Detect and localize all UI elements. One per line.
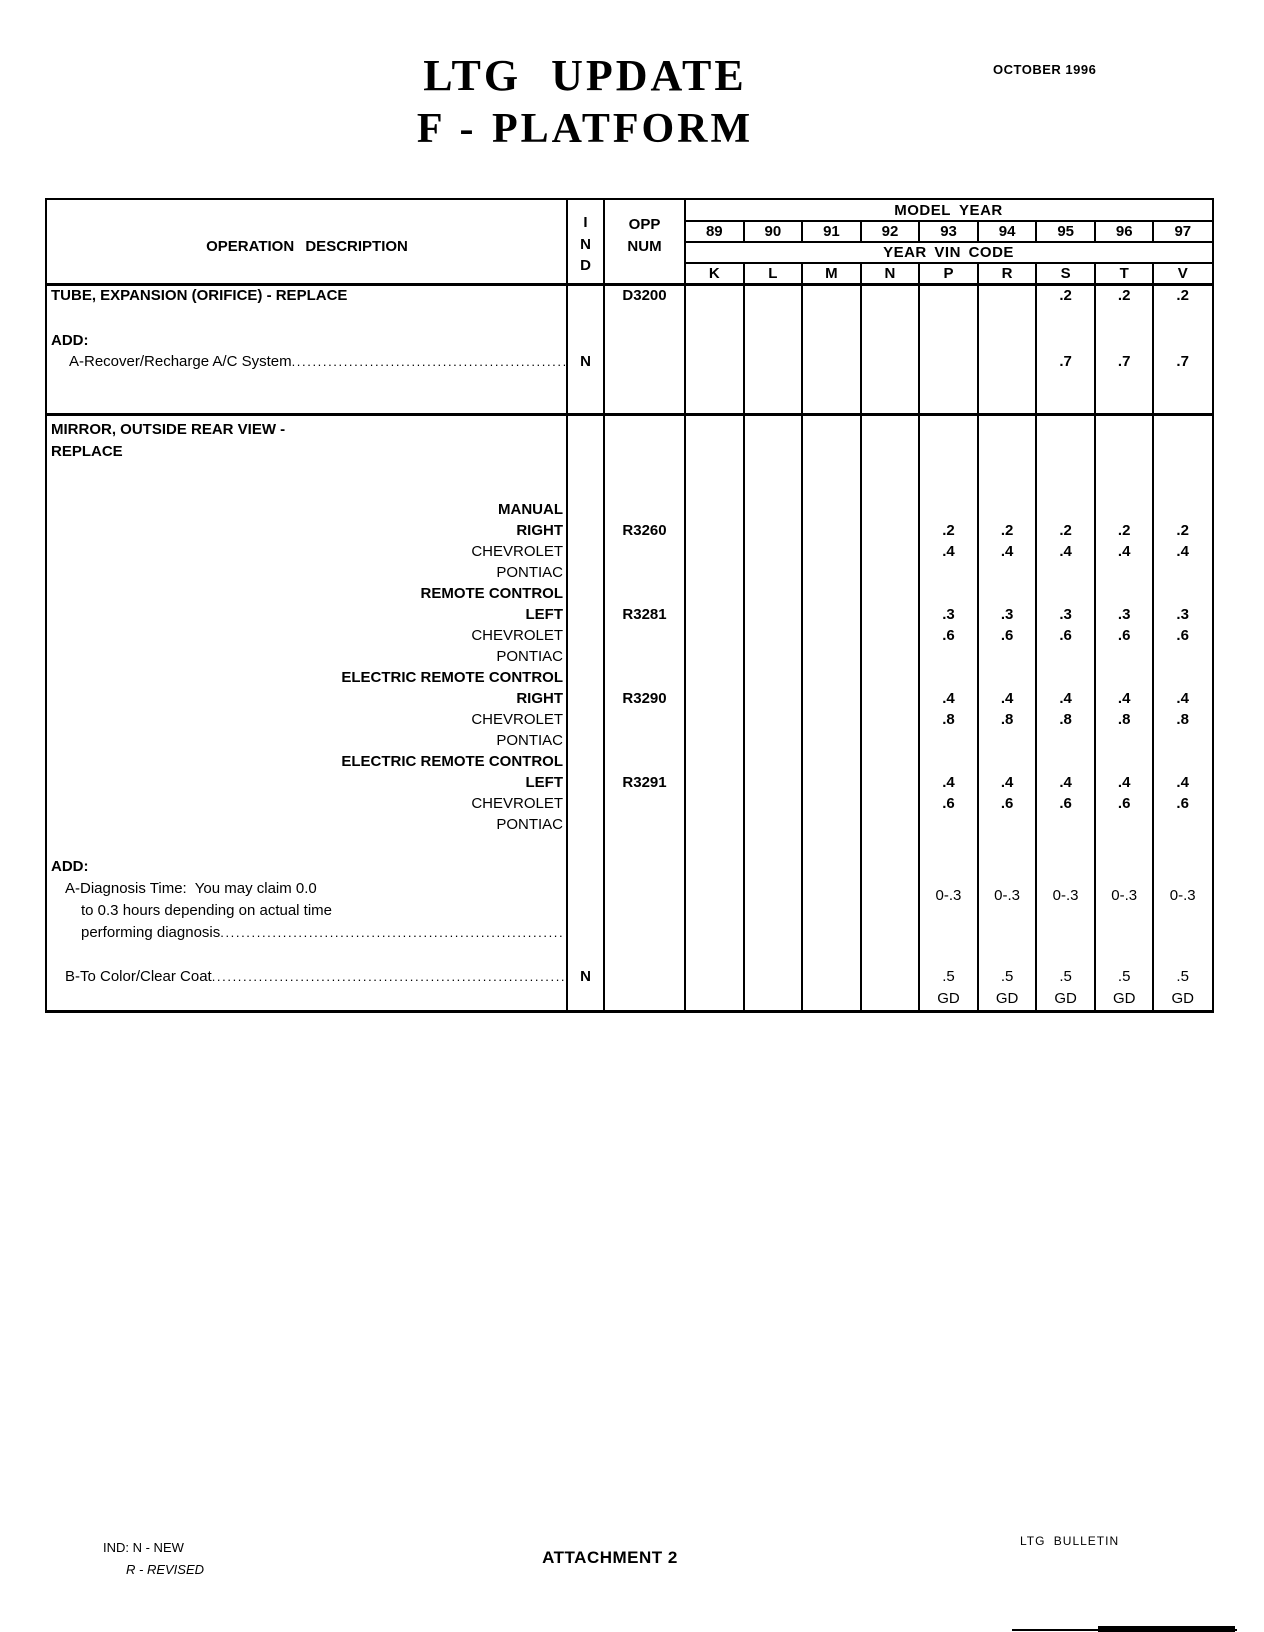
description-line bbox=[51, 711, 565, 728]
description-line bbox=[69, 353, 565, 370]
description-text: A-Diagnosis Time: You may claim 0.0 bbox=[65, 880, 317, 897]
vin-code-cell: M bbox=[825, 265, 838, 282]
vin-code-cell: K bbox=[708, 265, 720, 282]
description-text: ADD: bbox=[51, 858, 89, 875]
year-header-cell: 95 bbox=[1057, 222, 1074, 240]
ind-header-letter: D bbox=[580, 257, 591, 274]
description-text: A-Recover/Recharge A/C System bbox=[69, 353, 292, 370]
labor-time-value: .2 bbox=[1000, 522, 1014, 539]
labor-time-value: .4 bbox=[1117, 690, 1131, 707]
scan-artifact-bar bbox=[1098, 1626, 1235, 1632]
labor-time-value: .4 bbox=[942, 690, 955, 707]
operation-description-header: OPERATION DESCRIPTION bbox=[206, 238, 408, 255]
labor-time-value: .6 bbox=[942, 795, 955, 812]
opp-header-word: NUM bbox=[627, 238, 662, 255]
labor-time-value: .7 bbox=[1176, 353, 1189, 370]
description-line bbox=[81, 924, 565, 941]
vin-code-cell: T bbox=[1119, 265, 1129, 282]
vin-code-cell: L bbox=[768, 265, 778, 282]
description-line bbox=[51, 606, 565, 623]
header-row-border bbox=[685, 220, 1212, 222]
labor-time-value: .4 bbox=[1176, 774, 1189, 791]
labor-time-value: 0-.3 bbox=[935, 887, 962, 904]
year-column-border bbox=[1035, 221, 1037, 241]
labor-time-value: .4 bbox=[1059, 774, 1072, 791]
description-line bbox=[51, 858, 565, 875]
description-line bbox=[51, 795, 565, 812]
labor-time-value: .4 bbox=[1176, 690, 1189, 707]
ind-flag: N bbox=[580, 353, 591, 370]
document-date: OCTOBER 1996 bbox=[993, 62, 1097, 77]
description-text: CHEVROLET bbox=[471, 711, 563, 728]
labor-time-value: GD bbox=[1054, 990, 1077, 1007]
labor-time-value: .6 bbox=[1176, 627, 1189, 644]
attachment-label: ATTACHMENT 2 bbox=[542, 1548, 678, 1567]
header-bottom-border bbox=[47, 283, 1212, 286]
labor-time-value: 0-.3 bbox=[1052, 887, 1079, 904]
description-text: REMOTE CONTROL bbox=[420, 585, 563, 602]
labor-time-value: .6 bbox=[1117, 627, 1131, 644]
labor-time-value: .3 bbox=[942, 606, 955, 623]
column-border bbox=[603, 200, 605, 1010]
description-line bbox=[51, 816, 565, 833]
ind-legend-new: IND: N - NEW bbox=[103, 1540, 184, 1555]
description-line bbox=[51, 332, 565, 349]
description-text: B-To Color/Clear Coat bbox=[65, 968, 212, 985]
labor-time-value: .5 bbox=[1000, 968, 1014, 985]
description-line bbox=[51, 732, 565, 749]
title-line-1: LTG UPDATE bbox=[423, 51, 747, 100]
description-text: ELECTRIC REMOTE CONTROL bbox=[341, 669, 563, 686]
description-text: CHEVROLET bbox=[471, 795, 563, 812]
labor-time-value: .6 bbox=[1117, 795, 1131, 812]
year-vin-code-header: YEAR VIN CODE bbox=[883, 243, 1014, 261]
labor-time-value: .4 bbox=[1117, 543, 1131, 560]
labor-time-value: .2 bbox=[1117, 522, 1131, 539]
description-line bbox=[51, 690, 565, 707]
year-header-cell: 89 bbox=[705, 222, 723, 240]
opp-num-value: R3260 bbox=[622, 522, 667, 539]
description-line bbox=[51, 501, 565, 518]
labor-time-value: 0-.3 bbox=[994, 887, 1021, 904]
description-line bbox=[51, 585, 565, 602]
year-column-border bbox=[860, 263, 862, 1010]
labor-time-value: .5 bbox=[1059, 968, 1072, 985]
year-header-cell: 96 bbox=[1115, 222, 1133, 240]
labor-time-value: 0-.3 bbox=[1169, 887, 1196, 904]
labor-time-value: .4 bbox=[1059, 690, 1072, 707]
bulletin-label: LTG BULLETIN bbox=[1020, 1534, 1120, 1548]
description-text: RIGHT bbox=[516, 690, 563, 707]
labor-time-value: .3 bbox=[1176, 606, 1189, 623]
description-line bbox=[81, 902, 565, 919]
vin-code-header-row bbox=[685, 263, 1212, 284]
description-text: PONTIAC bbox=[496, 816, 563, 833]
column-border bbox=[566, 200, 568, 1010]
labor-time-value: .5 bbox=[1176, 968, 1189, 985]
description-line bbox=[51, 648, 565, 665]
ind-flag: N bbox=[580, 968, 591, 985]
title-line-2: F - PLATFORM bbox=[416, 106, 754, 152]
description-text: LEFT bbox=[525, 606, 563, 623]
year-column-border bbox=[860, 221, 862, 241]
labor-time-value: .8 bbox=[1000, 711, 1014, 728]
labor-time-value: .3 bbox=[1117, 606, 1131, 623]
vin-code-cell: V bbox=[1177, 265, 1188, 282]
description-line bbox=[51, 774, 565, 791]
labor-time-value: .2 bbox=[1059, 287, 1072, 304]
year-column-border bbox=[1094, 221, 1096, 241]
opp-num-value: R3281 bbox=[622, 606, 667, 623]
vin-code-cell: S bbox=[1060, 265, 1071, 282]
labor-time-value: .6 bbox=[1000, 795, 1014, 812]
description-text: to 0.3 hours depending on actual time bbox=[81, 902, 333, 919]
labor-time-value: .2 bbox=[1059, 522, 1072, 539]
labor-time-table bbox=[45, 198, 1214, 1013]
labor-time-value: .4 bbox=[1000, 774, 1014, 791]
labor-time-value: .7 bbox=[1059, 353, 1072, 370]
opp-header-word: OPP bbox=[628, 216, 661, 233]
model-year-header: MODEL YEAR bbox=[894, 201, 1003, 219]
labor-time-value: .7 bbox=[1117, 353, 1131, 370]
labor-time-value: .5 bbox=[942, 968, 955, 985]
labor-time-value: .8 bbox=[1059, 711, 1072, 728]
description-line bbox=[51, 627, 565, 644]
year-header-cell: 94 bbox=[998, 222, 1016, 240]
description-line bbox=[65, 880, 565, 897]
description-text: LEFT bbox=[525, 774, 563, 791]
labor-time-value: .4 bbox=[942, 543, 955, 560]
header-row-border bbox=[685, 241, 1212, 243]
ind-column-header bbox=[567, 212, 604, 285]
opp-num-header bbox=[604, 214, 685, 285]
description-text: ELECTRIC REMOTE CONTROL bbox=[341, 753, 563, 770]
labor-time-value: .4 bbox=[1117, 774, 1131, 791]
description-text: PONTIAC bbox=[496, 648, 563, 665]
dot-leader bbox=[292, 353, 565, 370]
labor-time-value: .2 bbox=[1117, 287, 1131, 304]
ind-legend-revised: R - REVISED bbox=[126, 1562, 205, 1577]
labor-time-value: .6 bbox=[1059, 795, 1072, 812]
section-divider bbox=[47, 413, 1212, 416]
description-line bbox=[51, 753, 565, 770]
opp-num-value: R3290 bbox=[622, 690, 667, 707]
description-text: PONTIAC bbox=[496, 732, 563, 749]
year-header-cell: 92 bbox=[881, 222, 899, 240]
description-line bbox=[51, 287, 565, 304]
labor-time-value: GD bbox=[995, 990, 1019, 1007]
year-column-border bbox=[918, 221, 920, 241]
description-line bbox=[51, 443, 565, 460]
description-line bbox=[51, 543, 565, 560]
description-text: CHEVROLET bbox=[471, 543, 563, 560]
vin-code-cell: N bbox=[884, 265, 896, 282]
opp-num-value: R3291 bbox=[622, 774, 667, 791]
description-line bbox=[51, 669, 565, 686]
year-header-cell: 90 bbox=[764, 222, 782, 240]
year-header-cell: 93 bbox=[940, 222, 957, 240]
labor-time-value: .6 bbox=[1176, 795, 1189, 812]
vin-code-cell: P bbox=[943, 265, 954, 282]
year-header-cell: 91 bbox=[823, 222, 840, 240]
labor-time-value: .8 bbox=[1176, 711, 1189, 728]
opp-num-value: D3200 bbox=[622, 287, 667, 304]
year-column-border bbox=[801, 221, 803, 241]
description-text: TUBE, EXPANSION (ORIFICE) - REPLACE bbox=[51, 287, 348, 304]
description-text: REPLACE bbox=[51, 443, 123, 460]
year-column-border bbox=[801, 263, 803, 1010]
labor-time-value: GD bbox=[1112, 990, 1136, 1007]
description-text: CHEVROLET bbox=[471, 627, 563, 644]
year-column-border bbox=[743, 263, 745, 1010]
description-text: MANUAL bbox=[498, 501, 563, 518]
labor-time-value: .4 bbox=[1059, 543, 1072, 560]
vin-code-cell: R bbox=[1001, 265, 1013, 282]
description-line bbox=[51, 421, 565, 438]
description-text: PONTIAC bbox=[496, 564, 563, 581]
description-text: ADD: bbox=[51, 332, 89, 349]
dot-leader bbox=[220, 924, 565, 941]
document-title bbox=[250, 50, 920, 153]
year-header-cell: 97 bbox=[1174, 222, 1192, 240]
labor-time-value: .5 bbox=[1117, 968, 1131, 985]
labor-time-value: GD bbox=[1171, 990, 1194, 1007]
labor-time-value: .6 bbox=[942, 627, 955, 644]
labor-time-value: .3 bbox=[1059, 606, 1072, 623]
year-column-border bbox=[977, 221, 979, 241]
labor-time-value: GD bbox=[937, 990, 960, 1007]
description-text: performing diagnosis bbox=[81, 924, 221, 941]
ind-header-letter: N bbox=[580, 235, 591, 253]
labor-time-value: .4 bbox=[1176, 543, 1189, 560]
labor-time-value: .2 bbox=[1176, 522, 1189, 539]
description-line bbox=[51, 522, 565, 539]
labor-time-value: .3 bbox=[1000, 606, 1014, 623]
ind-header-letter: I bbox=[583, 214, 588, 231]
description-line bbox=[65, 968, 565, 985]
labor-time-value: 0-.3 bbox=[1111, 887, 1138, 904]
description-text: RIGHT bbox=[516, 522, 563, 539]
labor-time-value: .6 bbox=[1059, 627, 1072, 644]
labor-time-value: .8 bbox=[1117, 711, 1131, 728]
labor-time-value: .2 bbox=[1176, 287, 1189, 304]
labor-time-value: .4 bbox=[1000, 690, 1014, 707]
header-row-border bbox=[685, 262, 1212, 264]
year-column-border bbox=[1152, 221, 1154, 241]
labor-time-value: .4 bbox=[1000, 543, 1014, 560]
column-border bbox=[684, 200, 686, 1010]
description-text: MIRROR, OUTSIDE REAR VIEW - bbox=[51, 421, 286, 438]
labor-time-value: .8 bbox=[942, 711, 955, 728]
labor-time-value: .2 bbox=[942, 522, 955, 539]
description-line bbox=[51, 564, 565, 581]
year-column-border bbox=[743, 221, 745, 241]
dot-leader bbox=[212, 968, 565, 985]
labor-time-value: .6 bbox=[1000, 627, 1014, 644]
year-header-row bbox=[685, 221, 1212, 241]
labor-time-value: .4 bbox=[942, 774, 955, 791]
